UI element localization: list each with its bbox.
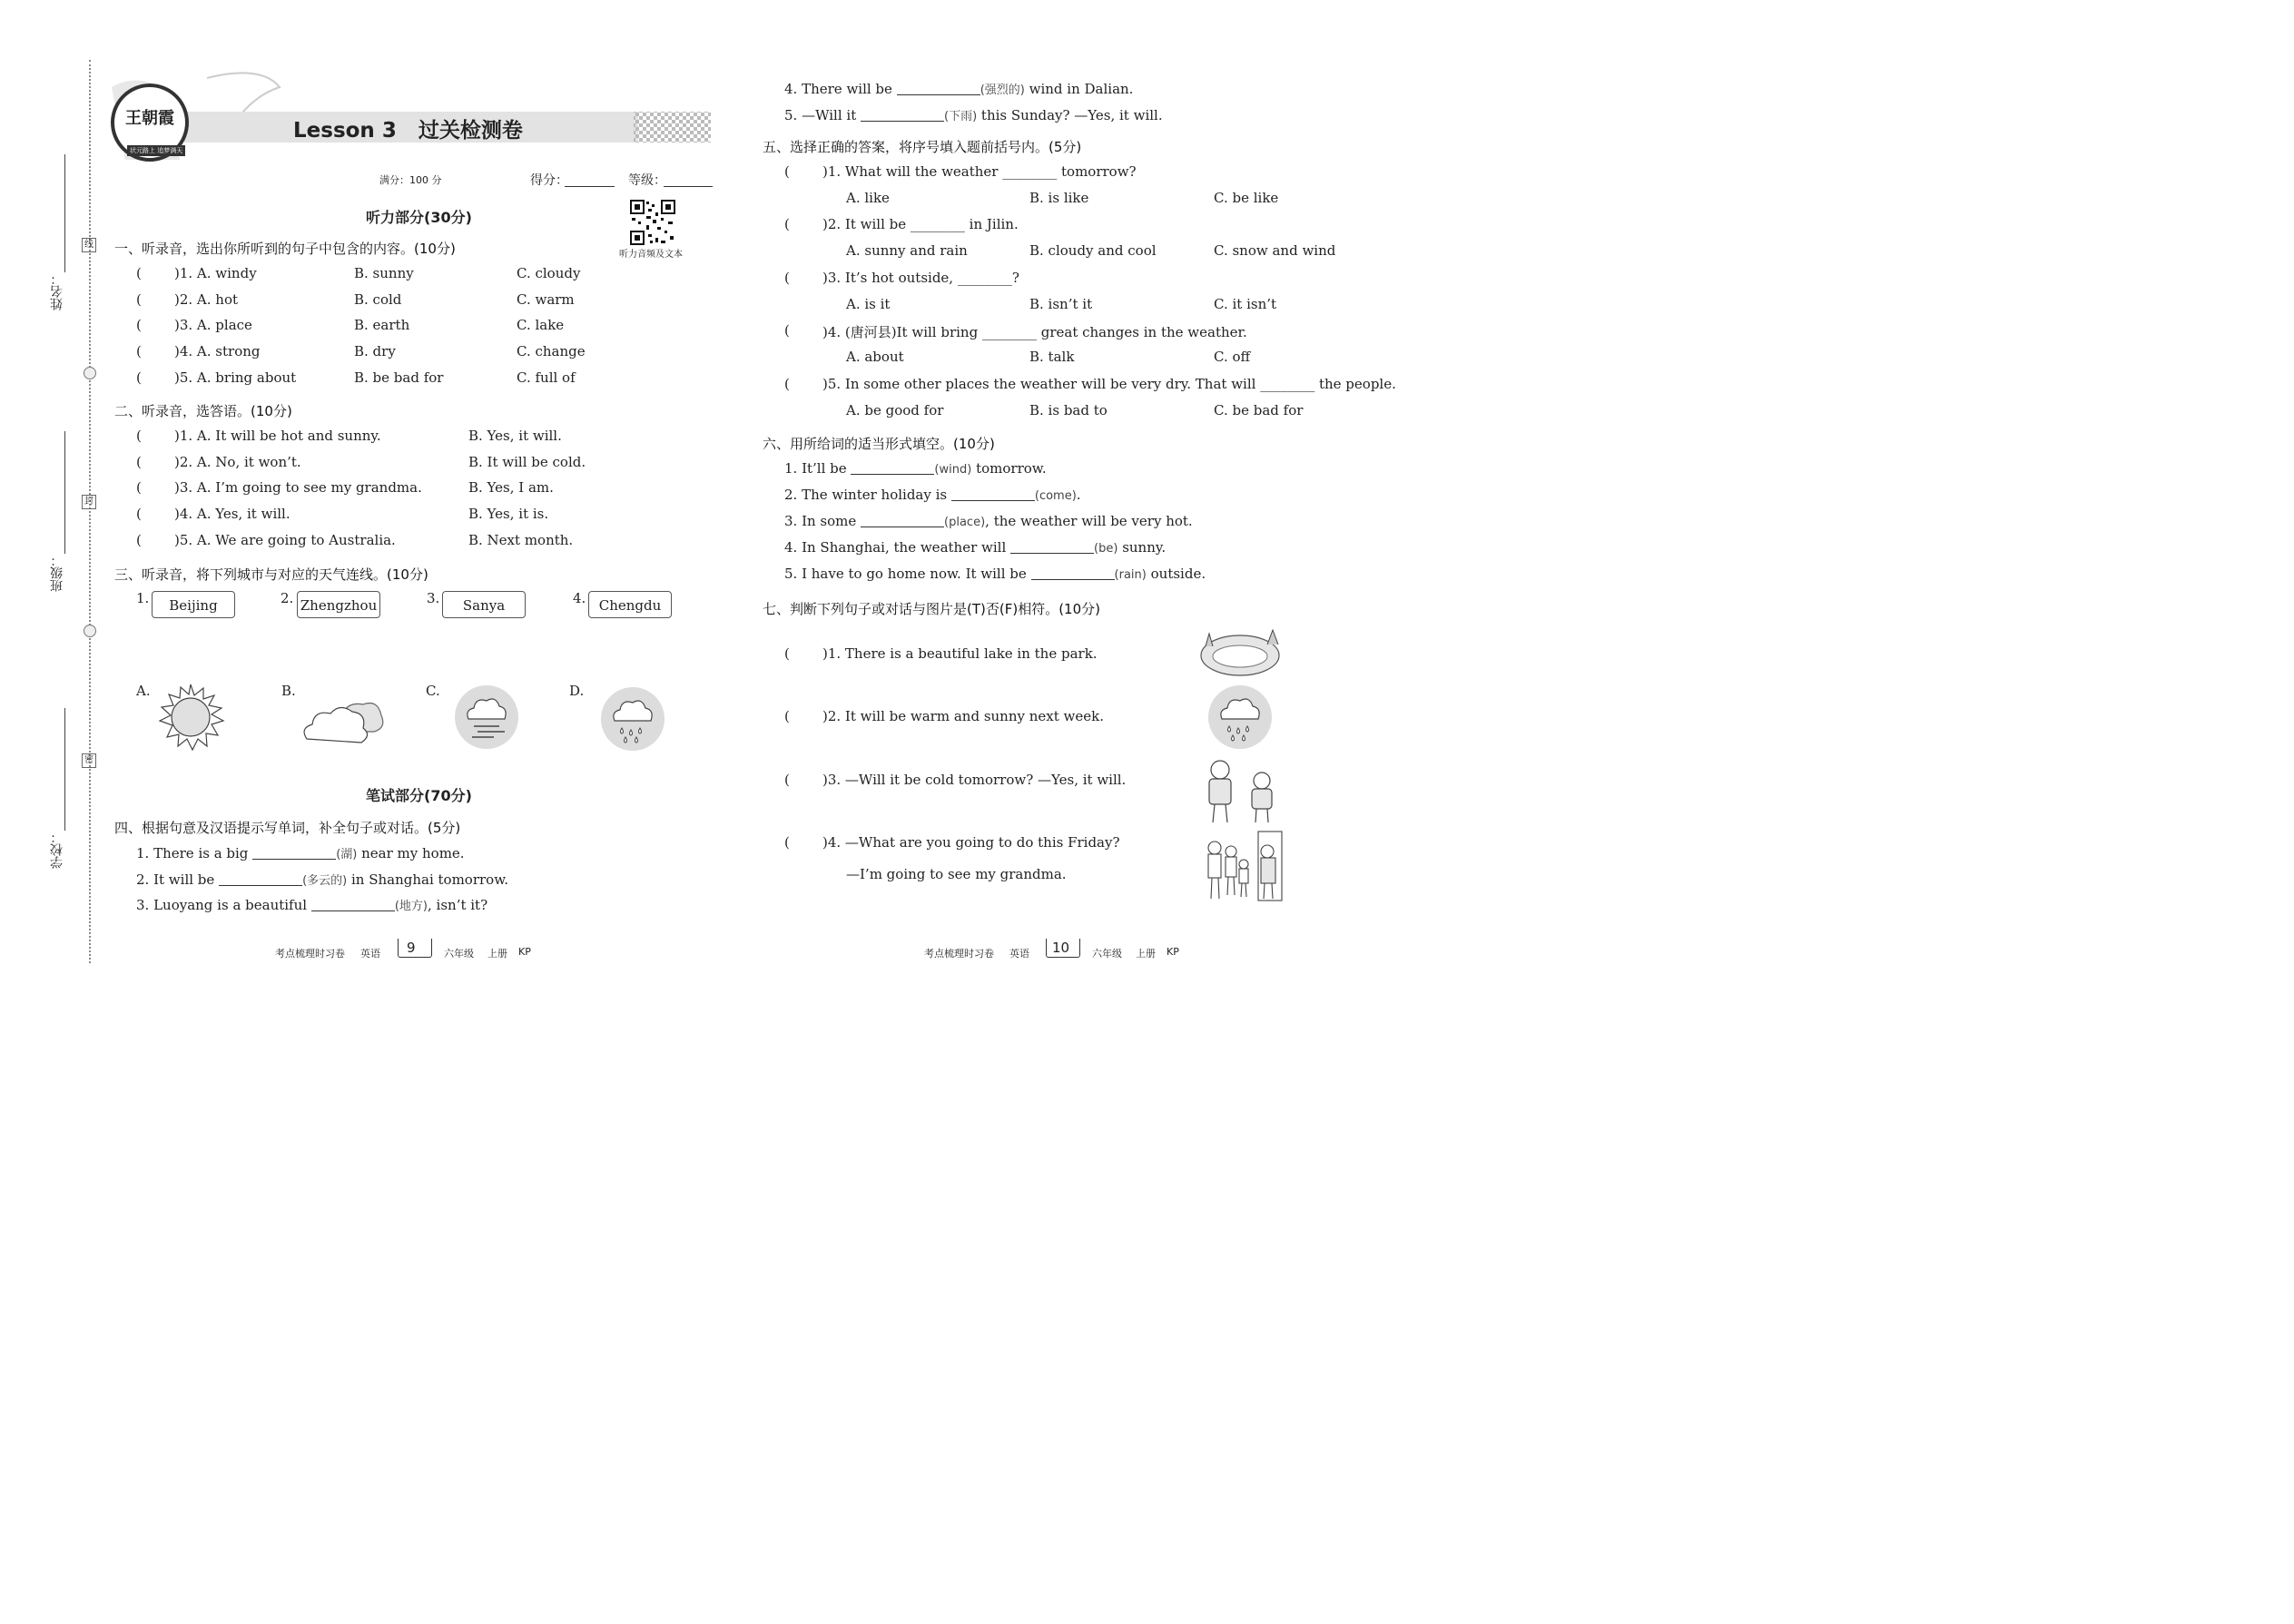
word-hint: (强烈的) [980, 84, 1025, 97]
answer-blank[interactable] [851, 473, 934, 475]
footer-left-edition: KP [518, 946, 531, 958]
footer-left-subject: 英语 [360, 948, 380, 960]
option-b[interactable]: B. cloudy and cool [1029, 242, 1157, 260]
city-number: 4. [573, 590, 586, 606]
city-box: Chengdu [588, 591, 672, 618]
fill-in-item [784, 539, 1166, 556]
name-line [64, 154, 65, 272]
word-hint: (湖) [336, 848, 358, 861]
fill-in-item [784, 80, 1133, 97]
option-c[interactable]: C. snow and wind [1214, 242, 1336, 260]
wind-cloud-icon [454, 684, 519, 750]
option-c[interactable]: C. off [1214, 349, 1251, 366]
answer-paren[interactable]: ( [784, 834, 790, 851]
footer-right-grade: 六年级 [1092, 948, 1122, 960]
binding-mark-secret: 密 [82, 753, 96, 768]
answer-blank[interactable] [1010, 552, 1094, 554]
question-text: )4. (唐河县)It will bring ________ great changes in the weather. [822, 324, 1247, 341]
question-text: )3. It’s hot outside, ________? [822, 269, 1019, 286]
fill-in-item [136, 871, 508, 888]
fill-in-item [136, 844, 465, 861]
city-box: Zhengzhou [297, 591, 380, 618]
section-5-title: 五、选择正确的答案，将序号填入题前括号内。(5分) [763, 139, 1082, 155]
sentence-start: 3. Luoyang is a beautiful [136, 897, 311, 914]
fill-in-item [784, 460, 1047, 477]
option-c: C. warm [517, 290, 575, 308]
option-b: B. Next month. [468, 531, 574, 548]
judgement-text: )2. It will be warm and sunny next week. [822, 708, 1104, 724]
footer-left-volume: 上册 [487, 948, 507, 960]
sentence-end: , isn’t it? [428, 897, 488, 914]
qr-code-icon[interactable] [630, 200, 675, 245]
sentence-end: , the weather will be very hot. [985, 513, 1193, 529]
class-label: 班级： [50, 554, 64, 592]
answer-paren[interactable]: ( [136, 453, 142, 470]
option-c: C. full of [517, 369, 576, 386]
sentence-start: 1. There is a big [136, 845, 253, 861]
option-a[interactable]: A. be good for [846, 401, 944, 418]
score-line [565, 186, 615, 187]
section-3-title: 三、听录音，将下列城市与对应的天气连线。(10分) [114, 566, 428, 583]
sentence-end: wind in Dalian. [1024, 81, 1134, 97]
footer-right-book: 考点梳理时习卷 [924, 948, 994, 960]
answer-paren[interactable]: ( [136, 506, 142, 523]
option-a[interactable]: A. is it [846, 295, 891, 312]
sentence-start: 2. It will be [136, 871, 220, 888]
answer-paren[interactable]: ( [136, 531, 142, 548]
option-a: )3. A. place [174, 317, 252, 334]
name-label: 姓名： [50, 272, 64, 310]
word-hint: (下雨) [944, 109, 978, 123]
option-b[interactable]: B. isn’t it [1029, 295, 1093, 312]
fill-in-item [784, 106, 1163, 123]
option-a: )5. A. We are going to Australia. [174, 531, 396, 548]
grade-line [664, 186, 713, 187]
option-a: )2. A. hot [174, 290, 239, 308]
answer-paren[interactable]: ( [136, 265, 142, 281]
option-a: )4. A. strong [174, 343, 261, 360]
fill-in-item [784, 566, 1206, 582]
full-score: 满分：100 分 [379, 174, 442, 186]
answer-paren[interactable]: ( [136, 343, 142, 360]
logo-slogan: 状元路上 追梦满天 [127, 145, 185, 156]
judgement-text: )3. —Will it be cold tomorrow? —Yes, it will. [822, 772, 1127, 788]
option-b: B. Yes, I am. [468, 479, 554, 497]
option-c: C. change [517, 343, 586, 360]
sentence-start: 5. —Will it [784, 106, 861, 123]
city-box: Sanya [442, 591, 526, 618]
option-b: B. dry [354, 343, 396, 360]
footer-right-page: 10 [1052, 940, 1070, 956]
sentence-start: 5. I have to go home now. It will be [784, 566, 1031, 582]
answer-blank[interactable] [311, 910, 395, 911]
sentence-end: tomorrow. [971, 460, 1047, 477]
lake-picture [1198, 626, 1282, 679]
option-c: C. lake [517, 317, 565, 334]
answer-blank[interactable] [861, 526, 944, 527]
city-number: 3. [427, 590, 440, 606]
footer-right-subject: 英语 [1009, 948, 1029, 960]
answer-paren[interactable]: ( [784, 163, 790, 180]
footer-right-volume: 上册 [1136, 948, 1156, 960]
family-picture [1204, 830, 1285, 904]
footer-left-book: 考点梳理时习卷 [275, 948, 345, 960]
answer-paren[interactable]: ( [784, 708, 790, 724]
weather-label: C. [426, 683, 440, 699]
city-number: 2. [281, 590, 294, 606]
fill-in-item [784, 487, 1081, 503]
school-label: 学校： [50, 831, 64, 869]
option-c[interactable]: C. be bad for [1214, 401, 1304, 418]
option-b: B. Yes, it will. [468, 428, 562, 444]
option-c[interactable]: C. be like [1214, 190, 1279, 206]
answer-blank[interactable] [219, 884, 302, 886]
section-2-title: 二、听录音，选答语。(10分) [114, 403, 292, 419]
section-4-title: 四、根据句意及汉语提示写单词，补全句子或对话。(5分) [114, 820, 461, 836]
city-box: Beijing [152, 591, 235, 618]
word-hint: (wind) [934, 463, 972, 477]
answer-paren[interactable]: ( [784, 772, 790, 788]
option-b: B. It will be cold. [468, 453, 586, 470]
sentence-start: 4. In Shanghai, the weather will [784, 539, 1011, 556]
fill-in-item [784, 513, 1193, 529]
weather-label: B. [281, 683, 296, 699]
answer-blank[interactable] [252, 858, 336, 860]
class-line [64, 431, 65, 554]
option-a: )1. A. windy [174, 265, 257, 281]
answer-paren[interactable]: ( [136, 290, 142, 308]
sentence-end: . [1076, 487, 1081, 503]
answer-paren[interactable]: ( [136, 479, 142, 497]
sentence-start: 1. It’ll be [784, 460, 852, 477]
judgement-text: )1. There is a beautiful lake in the park. [822, 645, 1098, 662]
page-title: Lesson 3 过关检测卷 [293, 119, 523, 143]
score-label: 得分： [530, 173, 568, 188]
footer-left-grade: 六年级 [444, 948, 474, 960]
word-hint: (come) [1034, 489, 1077, 503]
option-c: C. cloudy [517, 265, 581, 281]
judgement-text: —I’m going to see my grandma. [846, 866, 1067, 882]
binding-mark-line: 线 [82, 238, 96, 252]
option-b[interactable]: B. is bad to [1029, 401, 1108, 418]
written-title: 笔试部分(70分) [366, 787, 472, 804]
option-b: B. be bad for [354, 369, 444, 386]
question-text: )1. What will the weather ________ tomorrow? [822, 163, 1137, 180]
word-hint: (rain) [1114, 568, 1147, 582]
judgement-text: )4. —What are you going to do this Friday? [822, 834, 1120, 851]
answer-blank[interactable] [897, 94, 980, 95]
option-a[interactable]: A. sunny and rain [846, 242, 968, 260]
sentence-start: 4. There will be [784, 81, 897, 97]
school-line [64, 708, 65, 831]
sentence-start: 2. The winter holiday is [784, 487, 951, 503]
sentence-end: in Shanghai tomorrow. [347, 871, 509, 888]
word-hint: (多云的) [302, 873, 348, 888]
word-hint: (place) [944, 516, 986, 529]
fill-in-item [136, 896, 487, 913]
cold-people-picture [1200, 757, 1282, 826]
binding-dotted-line [89, 60, 91, 963]
answer-paren[interactable]: ( [784, 269, 790, 286]
section-6-title: 六、用所给词的适当形式填空。(10分) [763, 436, 995, 452]
logo-text: 王朝霞 [125, 109, 174, 128]
option-a: )2. A. No, it won’t. [174, 453, 301, 470]
sun-icon [156, 683, 225, 752]
answer-paren[interactable]: ( [784, 375, 790, 392]
option-b[interactable]: B. is like [1029, 190, 1089, 206]
word-hint: (be) [1094, 542, 1118, 556]
binding-mark-seal: 封 [82, 495, 96, 509]
answer-paren[interactable]: ( [784, 322, 790, 340]
sentence-end: sunny. [1117, 539, 1167, 556]
option-b: B. sunny [354, 265, 414, 281]
option-a: )4. A. Yes, it will. [174, 506, 290, 523]
option-a[interactable]: A. like [846, 190, 890, 206]
binding-hole [84, 625, 96, 637]
footer-left-page: 9 [407, 940, 416, 956]
cloudy-icon [300, 694, 387, 748]
answer-paren[interactable]: ( [784, 216, 790, 233]
word-hint: (地方) [394, 900, 428, 914]
grade-label: 等级： [628, 173, 666, 188]
sentence-end: this Sunday? —Yes, it will. [977, 106, 1163, 123]
answer-paren[interactable]: ( [136, 369, 142, 386]
option-a: )3. A. I’m going to see my grandma. [174, 479, 422, 497]
weather-label: A. [136, 683, 151, 699]
footer-right-edition: KP [1167, 946, 1179, 958]
section-7-title: 七、判断下列句子或对话与图片是(T)否(F)相符。(10分) [763, 601, 1100, 617]
answer-blank[interactable] [861, 120, 944, 122]
answer-paren[interactable]: ( [136, 428, 142, 444]
sentence-end: near my home. [357, 845, 465, 861]
sentence-start: 3. In some [784, 513, 861, 529]
binding-hole [84, 367, 96, 379]
qr-caption: 听力音频及文本 [619, 250, 683, 260]
answer-paren[interactable]: ( [784, 645, 790, 662]
option-c[interactable]: C. it isn’t [1214, 295, 1277, 312]
option-b[interactable]: B. talk [1029, 349, 1075, 366]
question-text: )5. In some other places the weather will be very dry. That will ________ the people. [822, 375, 1396, 392]
answer-paren[interactable]: ( [136, 317, 142, 334]
answer-blank[interactable] [951, 499, 1035, 501]
option-b: B. Yes, it is. [468, 506, 549, 523]
option-b: B. cold [354, 290, 402, 308]
listening-title: 听力部分(30分) [366, 209, 472, 226]
rain-cloud-picture [1207, 684, 1273, 750]
option-a: )1. A. It will be hot and sunny. [174, 428, 381, 444]
answer-blank[interactable] [1031, 578, 1115, 580]
section-1-title: 一、听录音，选出你所听到的句子中包含的内容。(10分) [114, 241, 456, 257]
weather-label: D. [569, 683, 585, 699]
question-text: )2. It will be ________ in Jilin. [822, 216, 1019, 233]
rain-cloud-icon [600, 686, 665, 752]
option-a: )5. A. bring about [174, 369, 297, 386]
sentence-end: outside. [1146, 566, 1206, 582]
city-number: 1. [136, 590, 150, 606]
option-b: B. earth [354, 317, 410, 334]
option-a[interactable]: A. about [846, 349, 904, 366]
